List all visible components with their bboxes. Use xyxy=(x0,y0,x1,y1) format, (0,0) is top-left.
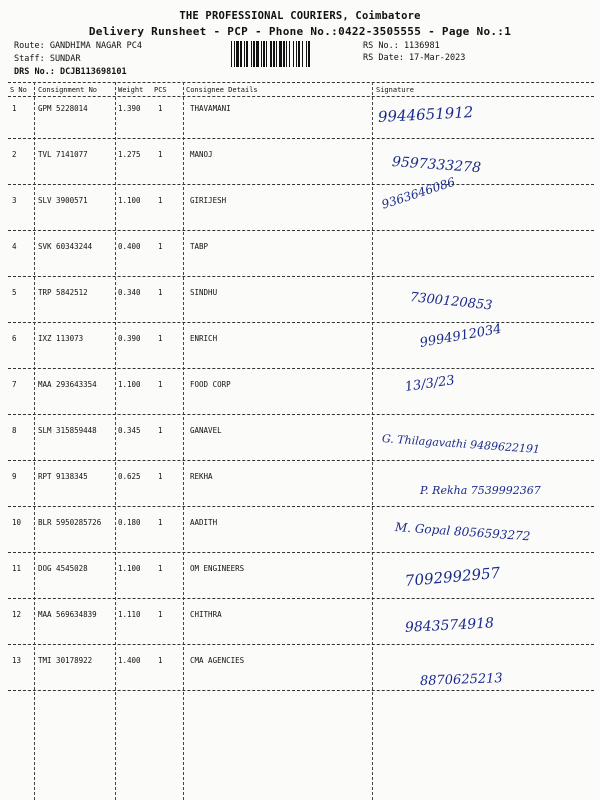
row-signature: 7300120853 xyxy=(409,290,494,314)
header-top-rule xyxy=(8,82,594,83)
row-signature: 8870625213 xyxy=(419,671,503,689)
row-divider xyxy=(8,598,594,599)
row-pcs: 1 xyxy=(158,242,163,251)
row-divider xyxy=(8,644,594,645)
col-header-consignment: Consignment No xyxy=(38,86,98,94)
col-header-signature: Signature xyxy=(376,86,414,94)
row-signature: 9994912034 xyxy=(418,321,503,351)
row-consignment-no: BLR 5950285726 xyxy=(38,518,102,527)
row-sno: 4 xyxy=(12,242,17,251)
col-header-consignee: Consignee Details xyxy=(186,86,258,94)
row-divider xyxy=(8,230,594,231)
barcode xyxy=(231,41,355,67)
row-consignee: AADITH xyxy=(190,518,218,527)
row-pcs: 1 xyxy=(158,104,163,113)
column-divider xyxy=(183,82,184,800)
row-sno: 1 xyxy=(12,104,17,113)
row-pcs: 1 xyxy=(158,334,163,343)
rs-number: RS No.: 1136981 xyxy=(363,41,440,51)
row-weight: 1.100 xyxy=(118,564,141,573)
row-weight: 1.100 xyxy=(118,380,141,389)
row-consignment-no: SLV 3900571 xyxy=(38,196,88,205)
row-divider xyxy=(8,138,594,139)
row-pcs: 1 xyxy=(158,472,163,481)
row-weight: 1.100 xyxy=(118,196,141,205)
row-sno: 3 xyxy=(12,196,17,205)
row-consignee: CMA AGENCIES xyxy=(190,656,245,665)
column-divider xyxy=(34,82,35,800)
row-divider xyxy=(8,276,594,277)
row-sno: 5 xyxy=(12,288,17,297)
row-sno: 9 xyxy=(12,472,17,481)
staff-label: Staff: SUNDAR xyxy=(14,54,81,64)
header-bottom-rule xyxy=(8,96,594,97)
row-divider xyxy=(8,552,594,553)
row-sno: 6 xyxy=(12,334,17,343)
row-weight: 1.275 xyxy=(118,150,141,159)
row-pcs: 1 xyxy=(158,288,163,297)
row-sno: 10 xyxy=(12,518,22,527)
row-consignee: GIRIJESH xyxy=(190,196,227,205)
row-divider xyxy=(8,322,594,323)
drs-number: DRS No.: DCJB113698101 xyxy=(14,67,127,77)
row-consignment-no: MAA 569634839 xyxy=(38,610,97,619)
row-consignee: REKHA xyxy=(190,472,213,481)
row-weight: 0.400 xyxy=(118,242,141,251)
row-consignee: MANOJ xyxy=(190,150,213,159)
row-signature: 9363646086 xyxy=(379,174,457,212)
row-consignee: TABP xyxy=(190,242,209,251)
row-pcs: 1 xyxy=(158,380,163,389)
row-consignment-no: SLM 315859448 xyxy=(38,426,97,435)
row-sno: 11 xyxy=(12,564,22,573)
column-divider xyxy=(372,82,373,800)
row-consignment-no: SVK 60343244 xyxy=(38,242,93,251)
row-consignment-no: RPT 9138345 xyxy=(38,472,88,481)
row-consignee: SINDHU xyxy=(190,288,218,297)
row-consignment-no: TVL 7141077 xyxy=(38,150,88,159)
row-pcs: 1 xyxy=(158,518,163,527)
row-signature: G. Thilagavathi 9489622191 xyxy=(381,432,541,457)
row-sno: 2 xyxy=(12,150,17,159)
row-consignee: FOOD CORP xyxy=(190,380,231,389)
row-consignment-no: IXZ 113073 xyxy=(38,334,84,343)
col-header-weight: Weight xyxy=(118,86,144,94)
row-weight: 1.400 xyxy=(118,656,141,665)
row-consignment-no: GPM 5228014 xyxy=(38,104,88,113)
row-consignment-no: MAA 293643354 xyxy=(38,380,97,389)
runsheet-subtitle: Delivery Runsheet - PCP - Phone No.:0422-3505555 - Page No.:1 xyxy=(88,25,512,38)
row-divider xyxy=(8,690,594,691)
row-pcs: 1 xyxy=(158,426,163,435)
row-weight: 0.390 xyxy=(118,334,141,343)
row-signature: M. Gopal 8056593272 xyxy=(394,520,531,544)
row-divider xyxy=(8,460,594,461)
row-consignment-no: DOG 4545028 xyxy=(38,564,88,573)
route-label: Route: GANDHIMA NAGAR PC4 xyxy=(14,41,142,51)
row-consignee: CHITHRA xyxy=(190,610,222,619)
row-divider xyxy=(8,184,594,185)
row-pcs: 1 xyxy=(158,150,163,159)
row-divider xyxy=(8,368,594,369)
row-weight: 1.390 xyxy=(118,104,141,113)
row-consignee: GANAVEL xyxy=(190,426,222,435)
col-header-pcs: PCS xyxy=(154,86,167,94)
row-pcs: 1 xyxy=(158,656,163,665)
row-pcs: 1 xyxy=(158,564,163,573)
row-divider xyxy=(8,506,594,507)
row-sno: 12 xyxy=(12,610,22,619)
row-signature: 7092992957 xyxy=(404,563,501,590)
row-weight: 0.340 xyxy=(118,288,141,297)
row-signature: 9944651912 xyxy=(377,103,474,126)
row-signature: P. Rekha 7539992367 xyxy=(420,484,541,497)
row-weight: 0.180 xyxy=(118,518,141,527)
row-sno: 13 xyxy=(12,656,22,665)
company-title: THE PROFESSIONAL COURIERS, Coimbatore xyxy=(179,10,421,22)
row-sno: 8 xyxy=(12,426,17,435)
row-consignment-no: TMI 30178922 xyxy=(38,656,93,665)
row-pcs: 1 xyxy=(158,610,163,619)
row-pcs: 1 xyxy=(158,196,163,205)
row-consignee: OM ENGINEERS xyxy=(190,564,245,573)
row-signature: 9843574918 xyxy=(404,615,495,636)
row-sno: 7 xyxy=(12,380,17,389)
column-divider xyxy=(115,82,116,800)
row-divider xyxy=(8,414,594,415)
row-signature: 13/3/23 xyxy=(403,373,456,395)
row-consignee: THAVAMANI xyxy=(190,104,231,113)
row-consignment-no: TRP 5842512 xyxy=(38,288,88,297)
row-consignee: ENRICH xyxy=(190,334,218,343)
rs-date: RS Date: 17-Mar-2023 xyxy=(363,53,466,63)
row-weight: 0.345 xyxy=(118,426,141,435)
row-weight: 1.110 xyxy=(118,610,141,619)
row-weight: 0.625 xyxy=(118,472,141,481)
col-header-sno: S No xyxy=(10,86,27,94)
row-signature: 9597333278 xyxy=(391,154,482,177)
